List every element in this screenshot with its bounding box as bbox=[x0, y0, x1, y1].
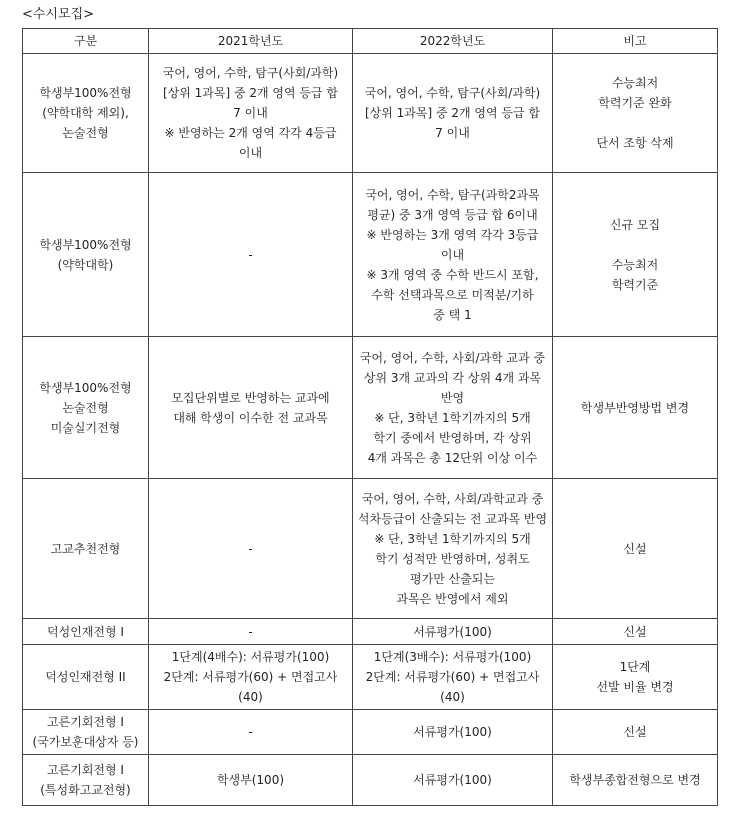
cell-line: 4개 과목은 총 12단위 이상 이수 bbox=[367, 450, 538, 465]
note-cell bbox=[553, 645, 718, 710]
cell-line: 7 이내 bbox=[435, 126, 470, 140]
cell-line: 덕성인재전형 I bbox=[47, 624, 124, 639]
cell-line: (특성화고교전형) bbox=[40, 783, 131, 797]
cell-line: 신규 모집 bbox=[609, 217, 661, 232]
table-row bbox=[23, 755, 718, 806]
y2022-cell bbox=[353, 479, 553, 619]
cell-line: 2단계: 서류평가(60) + 면접고사 bbox=[365, 670, 540, 684]
cell-line: 논술전형 bbox=[62, 126, 109, 140]
cell-line: 서류평가(100) bbox=[413, 725, 492, 739]
table-row bbox=[23, 710, 718, 755]
cell-line: 평균) 중 3개 영역 등급 합 6이내 bbox=[367, 207, 538, 222]
note-cell bbox=[553, 173, 718, 337]
cell-line: (약학대학) bbox=[57, 257, 114, 272]
cell-line: 국어, 영어, 수학, 사회/과학 교과 중 bbox=[359, 350, 546, 365]
cell-line: [상위 1과목] 중 2개 영역 등급 합 bbox=[364, 106, 541, 120]
admissions-comparison-table bbox=[22, 28, 718, 806]
cell-line: 국어, 영어, 수학, 탐구(과학2과목 bbox=[365, 187, 540, 202]
y2022-cell bbox=[353, 54, 553, 173]
line-gap bbox=[557, 235, 713, 255]
y2021-cell bbox=[149, 173, 353, 337]
note-cell bbox=[553, 710, 718, 755]
y2021-cell bbox=[149, 337, 353, 479]
header-2022: 2022학년도 bbox=[353, 29, 553, 54]
y2022-cell bbox=[353, 173, 553, 337]
category-cell bbox=[23, 619, 149, 645]
cell-line: - bbox=[248, 725, 253, 739]
cell-line: 수능최저 bbox=[611, 257, 659, 272]
cell-line: (약학대학 제외), bbox=[42, 106, 129, 120]
header-row bbox=[23, 29, 718, 54]
y2022-cell bbox=[353, 755, 553, 806]
table-row bbox=[23, 619, 718, 645]
header-note: 비고 bbox=[553, 29, 718, 54]
cell-line: 반영 bbox=[440, 390, 465, 405]
cell-line: (국가보훈대상자 등) bbox=[32, 735, 139, 749]
cell-line: - bbox=[248, 247, 253, 262]
y2022-cell bbox=[353, 645, 553, 710]
cell-line: 평가만 산출되는 bbox=[410, 571, 495, 586]
cell-line: 1단계(4배수): 서류평가(100) bbox=[171, 650, 330, 664]
cell-line: 서류평가(100) bbox=[413, 773, 492, 787]
cell-line: 국어, 영어, 수학, 탐구(사회/과학) bbox=[162, 66, 339, 80]
cell-line: 단서 조항 삭제 bbox=[596, 136, 674, 150]
cell-line: 모집단위별로 반영하는 교과에 bbox=[171, 390, 330, 405]
header-2021: 2021학년도 bbox=[149, 29, 353, 54]
cell-line: 과목은 반영에서 제외 bbox=[396, 591, 509, 606]
category-cell bbox=[23, 755, 149, 806]
line-gap bbox=[557, 113, 713, 133]
cell-line: 학기 성적만 반영하며, 성취도 bbox=[375, 551, 530, 566]
cell-line: 이내 bbox=[440, 247, 465, 262]
cell-line: - bbox=[248, 541, 253, 556]
note-cell bbox=[553, 337, 718, 479]
cell-line: 선발 비율 변경 bbox=[596, 680, 674, 694]
cell-line: 학생부100%전형 bbox=[39, 237, 132, 252]
cell-line: 고른기회전형 I bbox=[47, 763, 124, 777]
y2021-cell bbox=[149, 54, 353, 173]
cell-line: 학생부반영방법 변경 bbox=[580, 400, 690, 415]
cell-line: 서류평가(100) bbox=[413, 624, 492, 639]
cell-line: 고교추천전형 bbox=[50, 541, 121, 556]
category-cell bbox=[23, 710, 149, 755]
table-row bbox=[23, 479, 718, 619]
cell-line: 덕성인재전형 II bbox=[45, 670, 126, 684]
cell-line: 수학 선택과목으로 미적분/기하 bbox=[371, 287, 534, 302]
cell-line: ※ 3개 영역 중 수학 반드시 포함, bbox=[366, 267, 539, 282]
y2022-cell bbox=[353, 337, 553, 479]
cell-line: - bbox=[248, 624, 253, 639]
cell-line: 상위 3개 교과의 각 상위 4개 과목 bbox=[363, 370, 542, 385]
cell-line: 학기 중에서 반영하며, 각 상위 bbox=[373, 430, 532, 445]
cell-line: 미술실기전형 bbox=[50, 420, 121, 435]
y2021-cell bbox=[149, 710, 353, 755]
table-row bbox=[23, 54, 718, 173]
cell-line: 국어, 영어, 수학, 탐구(사회/과학) bbox=[364, 86, 541, 100]
category-cell bbox=[23, 337, 149, 479]
cell-line: (40) bbox=[440, 690, 465, 704]
cell-line: 학력기준 bbox=[611, 277, 659, 292]
cell-line: 학생부종합전형으로 변경 bbox=[569, 773, 701, 787]
cell-line: 신설 bbox=[623, 541, 647, 556]
cell-line: [상위 1과목] 중 2개 영역 등급 합 bbox=[162, 86, 339, 100]
category-cell bbox=[23, 173, 149, 337]
cell-line: 대해 학생이 이수한 전 교과목 bbox=[173, 410, 328, 425]
cell-line: 논술전형 bbox=[62, 400, 109, 415]
category-cell bbox=[23, 645, 149, 710]
table-row bbox=[23, 173, 718, 337]
header-category: 구분 bbox=[23, 29, 149, 54]
cell-line: ※ 단, 3학년 1학기까지의 5개 bbox=[374, 531, 531, 546]
table-caption: <수시모집> bbox=[22, 7, 95, 22]
category-cell bbox=[23, 479, 149, 619]
y2021-cell bbox=[149, 755, 353, 806]
cell-line: 중 택 1 bbox=[433, 307, 472, 322]
cell-line: 국어, 영어, 수학, 사회/과학교과 중 bbox=[361, 491, 544, 506]
cell-line: 수능최저 bbox=[611, 76, 659, 90]
note-cell bbox=[553, 755, 718, 806]
cell-line: 학력기준 완화 bbox=[598, 96, 672, 110]
cell-line: ※ 반영하는 2개 영역 각각 4등급 bbox=[164, 126, 337, 140]
note-cell bbox=[553, 479, 718, 619]
y2021-cell bbox=[149, 619, 353, 645]
cell-line: 학생부100%전형 bbox=[39, 380, 132, 395]
cell-line: 학생부(100) bbox=[216, 773, 285, 787]
cell-line: ※ 단, 3학년 1학기까지의 5개 bbox=[374, 410, 531, 425]
cell-line: 석차등급이 산출되는 전 교과목 반영 bbox=[357, 511, 548, 526]
cell-line: 7 이내 bbox=[233, 106, 268, 120]
y2021-cell bbox=[149, 645, 353, 710]
note-cell bbox=[553, 54, 718, 173]
y2022-cell bbox=[353, 619, 553, 645]
note-cell bbox=[553, 619, 718, 645]
cell-line: 신설 bbox=[623, 725, 647, 739]
y2021-cell bbox=[149, 479, 353, 619]
cell-line: ※ 반영하는 3개 영역 각각 3등급 bbox=[366, 227, 539, 242]
y2022-cell bbox=[353, 710, 553, 755]
cell-line: (40) bbox=[238, 690, 263, 704]
category-cell bbox=[23, 54, 149, 173]
cell-line: 이내 bbox=[238, 146, 263, 160]
table-row bbox=[23, 337, 718, 479]
cell-line: 1단계 bbox=[619, 660, 651, 674]
cell-line: 고른기회전형 I bbox=[47, 715, 124, 729]
cell-line: 2단계: 서류평가(60) + 면접고사 bbox=[163, 670, 338, 684]
cell-line: 학생부100%전형 bbox=[39, 86, 132, 100]
cell-line: 1단계(3배수): 서류평가(100) bbox=[373, 650, 532, 664]
table-row bbox=[23, 645, 718, 710]
cell-line: 신설 bbox=[623, 624, 647, 639]
